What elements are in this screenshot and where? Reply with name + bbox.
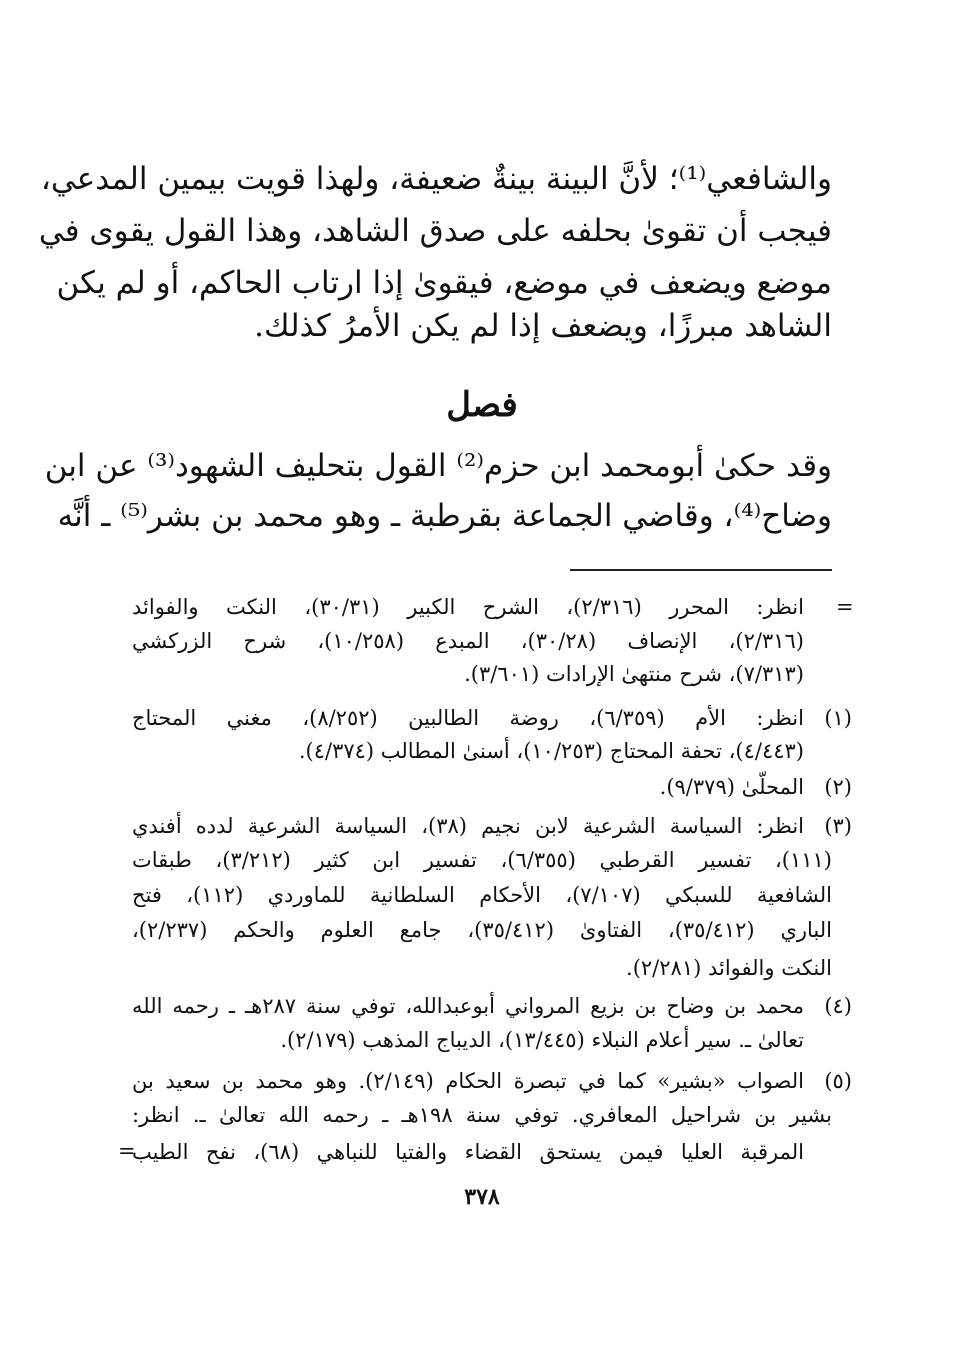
footnote-line: المرقبة العليا فيمن يستحق القضاء والفتيا للنباهي (٦٨)، نفح الطيب — [132, 1140, 805, 1164]
footnote-number: (٢) — [824, 775, 852, 799]
body-line: موضع ويضعف في موضع، فيقوىٰ إذا ارتاب الحاكم، أو لم يكن — [56, 265, 832, 301]
body-line: والشافعي⁽¹⁾؛ لأنَّ البينة بينةٌ ضعيفة، ولهذا قويت بيمين المدعي، — [40, 161, 832, 197]
footnote-line: بشير بن شراحيل المعافري. توفي سنة ١٩٨هـ ـ رحمه الله تعالىٰ ـ. انظر: — [132, 1103, 832, 1127]
footnote-line: انظر: المحرر (٢/٣١٦)، الشرح الكبير (٣٠/٣١)، النكت والفوائد — [132, 595, 804, 619]
footnote-line: تعالىٰ ـ. سير أعلام النبلاء (١٣/٤٤٥)، الديباج المذهب (٢/١٧٩). — [280, 1028, 804, 1052]
body-line: فيجب أن تقوىٰ بحلفه على صدق الشاهد، وهذا القول يقوى في — [38, 213, 832, 249]
footnote-line: انظر: السياسة الشرعية لابن نجيم (٣٨)، السياسة الشرعية لدده أفندي — [132, 814, 804, 838]
footnote-line: (٤/٤٤٣)، تحفة المحتاج (١٠/٢٥٣)، أسنىٰ المطالب (٤/٣٧٤). — [298, 739, 804, 763]
footnote-line: انظر: الأم (٦/٣٥٩)، روضة الطالبين (٨/٢٥٢)، مغني المحتاج — [132, 706, 804, 730]
footnote-line: الباري (٣٥/٤١٢)، الفتاوىٰ (٣٥/٤١٢)، جامع العلوم والحكم (٢/٢٣٧)، — [132, 918, 833, 942]
footnote-separator — [570, 569, 832, 571]
footnote-line: الصواب «بشير» كما في تبصرة الحكام (٢/١٤٩). وهو محمد بن سعيد بن — [132, 1069, 805, 1093]
footnote-number: (٤) — [824, 994, 852, 1018]
footnote-line: النكت والفوائد (٢/٢٨١). — [626, 956, 832, 980]
footnote-line: المحلّىٰ (٩/٣٧٩). — [659, 775, 804, 799]
body-line: الشاهد مبرزًا، ويضعف إذا لم يكن الأمرُ كذلك. — [254, 308, 832, 344]
footnote-line: محمد بن وضاح بن بزيع المرواني أبوعبدالله، توفي سنة ٢٨٧هـ ـ رحمه الله — [132, 994, 805, 1018]
section-heading: فصل — [446, 385, 518, 425]
footnote-number: (٣) — [824, 814, 852, 838]
footnote-line: (٢/٣١٦)، الإنصاف (٣٠/٢٨)، المبدع (١٠/٢٥٨)، شرح الزركشي — [132, 629, 804, 653]
footnote-line: (١١١)، تفسير القرطبي (٦/٣٥٥)، تفسير ابن كثير (٣/٢١٢)، طبقات — [132, 848, 832, 872]
footnote-continuation-marker: = — [836, 595, 854, 619]
footnote-continued-marker: = — [118, 1139, 136, 1163]
footnote-number: (١) — [824, 706, 852, 730]
footnote-line: (٧/٣١٣)، شرح منتهىٰ الإرادات (٣/٦٠١). — [464, 662, 804, 686]
body-line: وضاح⁽⁴⁾، وقاضي الجماعة بقرطبة ـ وهو محمد بن بشر⁽⁵⁾ ـ أنَّه — [57, 498, 832, 534]
body-line: وقد حكىٰ أبومحمد ابن حزم⁽²⁾ القول بتحليف الشهود⁽³⁾ عن ابن — [44, 448, 832, 484]
footnote-number: (٥) — [824, 1069, 852, 1093]
footnote-line: الشافعية للسبكي (٧/١٠٧)، الأحكام السلطانية للماوردي (١١٢)، فتح — [132, 883, 832, 907]
page-number: ٣٧٨ — [464, 1184, 500, 1210]
